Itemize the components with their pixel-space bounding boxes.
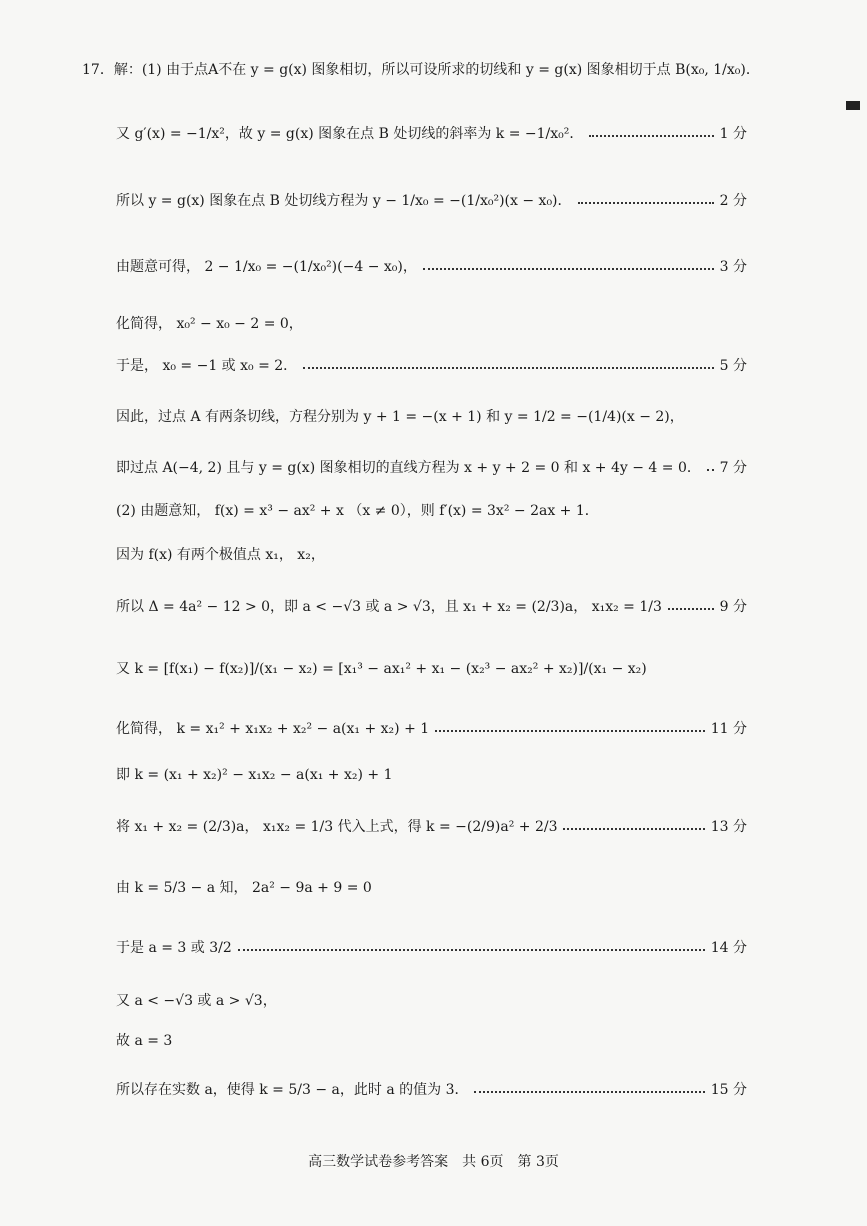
line-text: 又 a < −√3 或 a > √3，: [116, 993, 277, 1009]
leader-dots: [563, 828, 704, 830]
line-text: 所以 y = g(x) 图象在点 B 处切线方程为 y − 1/x₀ = −(1/x₀²)(x − x₀)．: [116, 193, 572, 209]
leader-dots: [707, 469, 714, 471]
solution-line: [116, 768, 747, 782]
line-text: 由题意可得， 2 − 1/x₀ = −(1/x₀²)(−4 − x₀)，: [116, 259, 417, 275]
solution-line: [116, 548, 747, 562]
line-text: 即过点 A(−4, 2) 且与 y = g(x) 图象相切的直线方程为 x + y + 2 = 0 和 x + 4y − 4 = 0．: [116, 460, 701, 476]
solution-line: [116, 504, 747, 518]
score-label: 15 分: [710, 1082, 747, 1098]
line-text: 因为 f(x) 有两个极值点 x₁， x₂，: [116, 547, 325, 563]
line-text: 所以 Δ = 4a² − 12 > 0，即 a < −√3 或 a > √3，且 x₁ + x₂ = (2/3)a， x₁x₂ = 1/3: [116, 599, 662, 615]
score-label: 13 分: [710, 819, 747, 835]
score-label: 9 分: [719, 599, 747, 615]
solution-line: [116, 722, 747, 736]
margin-mark: [846, 101, 860, 110]
page-footer: 高三数学试卷参考答案 共 6页 第 3页: [308, 1154, 559, 1170]
solution-line: [116, 260, 747, 274]
solution-line: [116, 127, 747, 141]
line-text: 化简得， x₀² − x₀ − 2 = 0，: [116, 316, 303, 332]
line-text: 于是 a = 3 或 3/2: [116, 940, 232, 956]
solution-line: [116, 1034, 747, 1048]
line-text: 化简得， k = x₁² + x₁x₂ + x₂² − a(x₁ + x₂) + 1: [116, 721, 430, 737]
line-text: 由 k = 5/3 − a 知， 2a² − 9a + 9 = 0: [116, 880, 372, 896]
line-text: 所以存在实数 a，使得 k = 5/3 − a，此时 a 的值为 3．: [116, 1082, 469, 1098]
score-label: 14 分: [710, 940, 747, 956]
score-label: 5 分: [719, 358, 747, 374]
line-text: 于是， x₀ = −1 或 x₀ = 2．: [116, 358, 298, 374]
score-label: 3 分: [719, 259, 747, 275]
line-text: 又 k = [f(x₁) − f(x₂)]/(x₁ − x₂) = [x₁³ − ax₁² + x₁ − (x₂³ − ax₂² + x₂)]/(x₁ − x₂): [116, 661, 647, 677]
solution-line: [82, 63, 767, 77]
solution-line: [116, 1083, 747, 1097]
line-text: 17．解：(1) 由于点A不在 y = g(x) 图象相切，所以可设所求的切线和 y = g(x) 图象相切于点 B(x₀, 1/x₀)．: [82, 62, 760, 78]
leader-dots: [423, 268, 714, 270]
score-label: 11 分: [710, 721, 747, 737]
solution-line: [116, 941, 747, 955]
solution-line: [116, 600, 747, 614]
solution-line: [116, 881, 747, 895]
line-text: 将 x₁ + x₂ = (2/3)a， x₁x₂ = 1/3 代入上式，得 k = −(2/9)a² + 2/3: [116, 819, 558, 835]
line-text: 故 a = 3: [116, 1033, 173, 1049]
score-label: 1 分: [719, 126, 747, 142]
score-label: 2 分: [719, 193, 747, 209]
solution-line: [116, 662, 747, 676]
leader-dots: [474, 1091, 704, 1093]
leader-dots: [435, 730, 705, 732]
solution-line: [116, 410, 747, 424]
line-text: 即 k = (x₁ + x₂)² − x₁x₂ − a(x₁ + x₂) + 1: [116, 767, 393, 783]
solution-line: [116, 461, 747, 475]
leader-dots: [578, 202, 714, 204]
leader-dots: [589, 135, 713, 137]
solution-line: [116, 820, 747, 834]
leader-dots: [238, 949, 705, 951]
score-label: 7 分: [719, 460, 747, 476]
leader-dots: [668, 608, 714, 610]
solution-line: [116, 359, 747, 373]
leader-dots: [303, 367, 713, 369]
solution-line: [116, 317, 747, 331]
solution-line: [116, 994, 747, 1008]
line-text: 因此，过点 A 有两条切线，方程分别为 y + 1 = −(x + 1) 和 y = 1/2 = −(1/4)(x − 2)，: [116, 409, 684, 425]
line-text: 又 g′(x) = −1/x²，故 y = g(x) 图象在点 B 处切线的斜率为 k = −1/x₀²．: [116, 126, 584, 142]
solution-line: [116, 194, 747, 208]
line-text: (2) 由题意知， f(x) = x³ − ax² + x （x ≠ 0），则 f′(x) = 3x² − 2ax + 1．: [116, 503, 599, 519]
